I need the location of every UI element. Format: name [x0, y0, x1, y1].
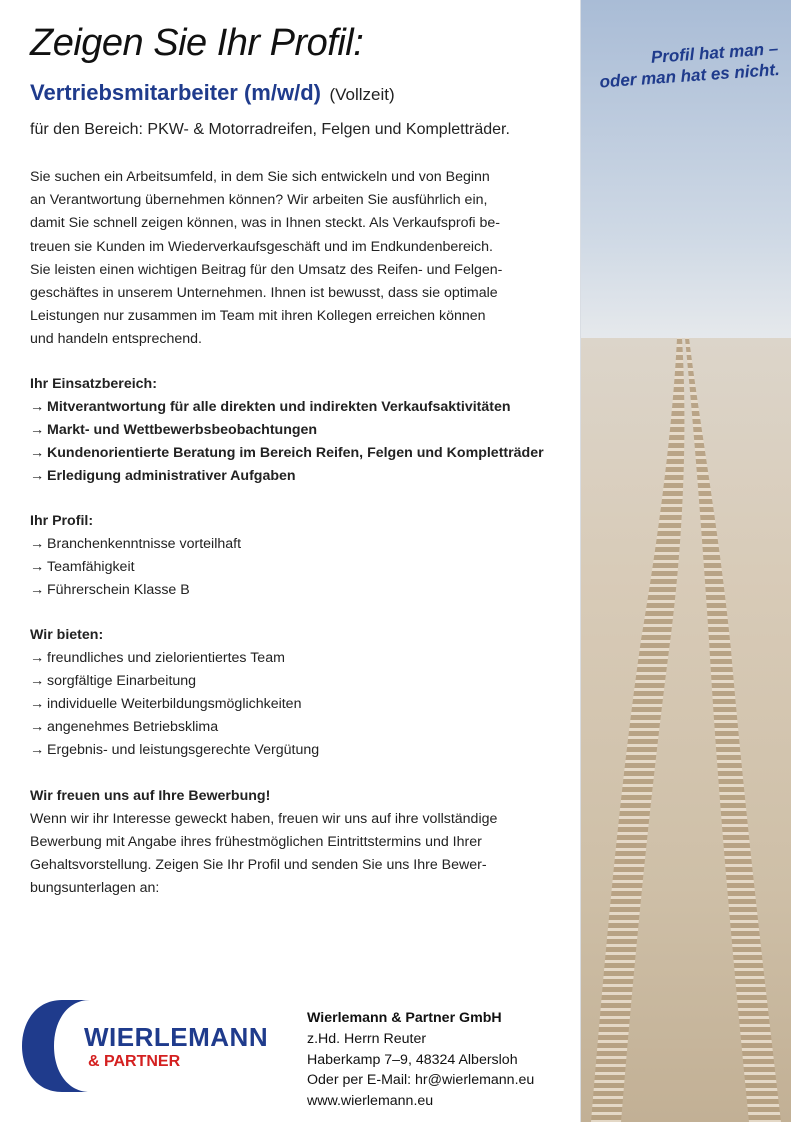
list-item-text: Kundenorientierte Beratung im Bereich Reifen, Felgen und Kompletträder: [47, 445, 544, 461]
closing-section: [30, 785, 550, 900]
list-item-text: Mitverantwortung für alle direkten und indirekten Verkaufsaktivitäten: [47, 399, 511, 415]
arrow-icon: →: [30, 399, 45, 415]
intro-line: Sie leisten einen wichtigen Beitrag für den Umsatz des Reifen- und Felgen-: [30, 261, 503, 278]
job-type: (Vollzeit): [329, 85, 395, 104]
logo-tyre-icon: [22, 996, 282, 1096]
closing-heading: Wir freuen uns auf Ihre Bewerbung!: [30, 788, 271, 804]
profil-section: [30, 510, 550, 602]
slogan-line1: Profil hat man –: [649, 38, 779, 67]
list-item: [30, 579, 550, 602]
list-item: [30, 533, 550, 556]
list-item-text: Teamfähigkeit: [47, 559, 135, 575]
slogan-line2: oder man hat es nicht.: [598, 59, 780, 92]
closing-line: Wenn wir ihr Interesse geweckt haben, freuen wir uns auf ihre vollständige: [30, 811, 498, 827]
arrow-icon: →: [30, 673, 45, 689]
job-title-line: [30, 80, 395, 106]
list-item: [30, 465, 550, 488]
intro-line: treuen sie Kunden im Wiederverkaufsgeschäft und im Endkundenbereich.: [30, 238, 493, 255]
list-item-text: Branchenkenntnisse vorteilhaft: [47, 536, 242, 552]
job-title: Vertriebsmitarbeiter (m/w/d): [30, 80, 321, 105]
section-heading: Ihr Profil:: [30, 513, 94, 529]
street-address: Haberkamp 7–9, 48324 Albersloh: [307, 1051, 518, 1068]
list-item: [30, 556, 550, 579]
section-heading: Wir bieten:: [30, 627, 104, 643]
list-item-text: Führerschein Klasse B: [47, 582, 190, 598]
beach-photo-panel: [580, 0, 791, 1122]
list-item: [30, 419, 550, 442]
bieten-section: [30, 624, 550, 762]
arrow-icon: →: [30, 719, 45, 735]
company-name: Wierlemann & Partner GmbH: [307, 1010, 502, 1026]
job-area: für den Bereich: PKW- & Motorradreifen, Felgen und Kompletträder.: [30, 121, 510, 138]
logo-line1: WIERLEMANN: [84, 1022, 269, 1052]
list-item-text: Erledigung administrativer Aufgaben: [47, 468, 296, 484]
page-title: Zeigen Sie Ihr Profil:: [30, 22, 364, 64]
list-item-text: sorgfältige Einarbeitung: [47, 673, 197, 689]
intro-paragraph: [30, 166, 530, 352]
list-item-text: angenehmes Betriebsklima: [47, 719, 219, 735]
intro-line: Sie suchen ein Arbeitsumfeld, in dem Sie sich entwickeln und von Beginn: [30, 169, 490, 185]
einsatzbereich-section: [30, 373, 550, 488]
list-item-text: individuelle Weiterbildungsmöglichkeiten: [47, 696, 302, 712]
section-heading: Ihr Einsatzbereich:: [30, 376, 157, 392]
closing-line: bungsunterlagen an:: [30, 880, 160, 896]
arrow-icon: →: [30, 468, 45, 484]
list-item: [30, 739, 550, 762]
contact-person: z.Hd. Herrn Reuter: [307, 1030, 427, 1047]
intro-line: Leistungen nur zusammen im Team mit ihren Kollegen erreichen können: [30, 308, 486, 325]
arrow-icon: →: [30, 742, 45, 758]
email-line[interactable]: Oder per E-Mail: hr@wierlemann.eu: [307, 1072, 535, 1089]
arrow-icon: →: [30, 696, 45, 712]
tyre-tracks-photo: [581, 0, 791, 1122]
list-item-text: freundliches und zielorientiertes Team: [47, 650, 285, 666]
list-item: [30, 716, 550, 739]
list-item-text: Ergebnis- und leistungsgerechte Vergütung: [47, 742, 320, 758]
list-item: [30, 396, 550, 419]
arrow-icon: →: [30, 422, 45, 438]
arrow-icon: →: [30, 536, 45, 552]
list-item: [30, 670, 550, 693]
company-logo: [22, 996, 282, 1096]
website-link[interactable]: www.wierlemann.eu: [307, 1093, 434, 1110]
intro-line: geschäftes in unserem Unternehmen. Ihnen ist bewusst, dass sie optimale: [30, 285, 498, 302]
list-item: [30, 693, 550, 716]
arrow-icon: →: [30, 445, 45, 461]
logo-line2: & PARTNER: [88, 1053, 181, 1070]
intro-line: damit Sie schnell zeigen können, was in Ihnen steckt. Als Verkaufsprofi be-: [30, 215, 501, 232]
arrow-icon: →: [30, 559, 45, 575]
closing-line: Bewerbung mit Angabe ihres frühestmöglichen Eintrittstermins und Ihrer: [30, 834, 482, 850]
arrow-icon: →: [30, 650, 45, 666]
arrow-icon: →: [30, 582, 45, 598]
address-block: [307, 1008, 534, 1112]
list-item: [30, 647, 550, 670]
closing-line: Gehaltsvorstellung. Zeigen Sie Ihr Profil und senden Sie uns Ihre Bewer-: [30, 857, 487, 873]
list-item-text: Markt- und Wettbewerbsbeobachtungen: [47, 422, 318, 438]
intro-line: an Verantwortung übernehmen können? Wir arbeiten Sie ausführlich ein,: [30, 192, 488, 209]
list-item: [30, 442, 550, 465]
intro-line: und handeln entsprechend.: [30, 331, 202, 348]
